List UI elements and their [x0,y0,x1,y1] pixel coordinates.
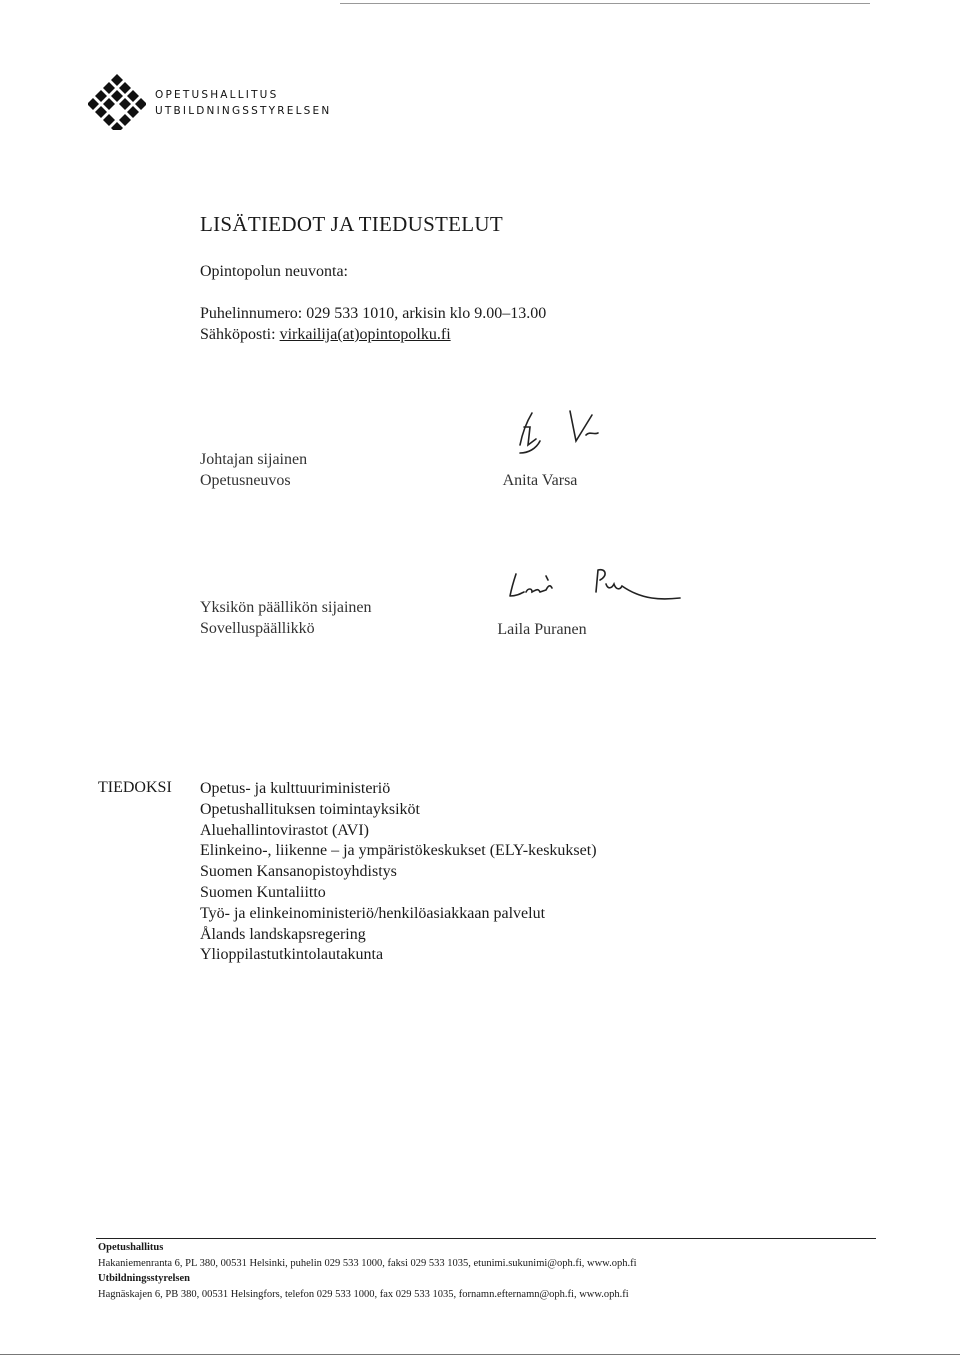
signatory-1-title [200,449,307,491]
footer [98,1240,637,1302]
distribution-label: TIEDOKSI [98,779,172,796]
list-item: Opetushallituksen toimintayksiköt [200,800,420,818]
scan-bottom-line [0,1354,960,1355]
organization-name-sv: UTBILDNINGSSTYRELSEN [155,105,332,117]
signatory-1-role: Johtajan sijainen [200,451,308,468]
diamond-logo-icon [88,72,146,130]
footer-address-fi: Hakaniemenranta 6, PL 380, 00531 Helsinki, puhelin 029 533 1000, faksi 029 533 1035, etunimi.sukunimi@oph.fi, www.oph.fi [98,1257,637,1269]
signatory-1-name: Anita Varsa [502,472,578,489]
list-item: Suomen Kansanopistoyhdistys [200,863,397,881]
contact-label: Opintopolun neuvonta: [200,263,348,280]
list-item: Aluehallintovirastot (AVI) [200,821,370,839]
signatory-2-position: Sovelluspäällikkö [200,620,315,637]
contact-email-line [200,324,451,345]
signatory-2-name: Laila Puranen [497,621,587,638]
signature-anita-varsa [500,405,620,467]
contact-email-link[interactable]: virkailija(at)opintopolku.fi [279,326,451,343]
distribution-list [200,779,597,966]
signatory-2-title [200,597,372,639]
list-item: Opetus- ja kulttuuriministeriö [200,780,391,797]
footer-org-sv: Utbildningsstyrelsen [98,1273,190,1284]
list-item: Työ- ja elinkeinoministeriö/henkilöasiakkaan palvelut [200,904,546,922]
contact-phone: Puhelinnumero: 029 533 1010, arkisin klo 9.00–13.00 [200,305,547,322]
scan-edge-line [340,3,870,4]
list-item: Ylioppilastutkintolautakunta [200,946,384,964]
organization-logo-text [155,87,331,119]
footer-address-sv: Hagnäskajen 6, PB 380, 00531 Helsingfors, telefon 029 533 1000, fax 029 533 1035, fornamn.efternamn@oph.fi, www.oph.fi [98,1288,629,1300]
signatory-1-position: Opetusneuvos [200,472,291,489]
contact-email-label: Sähköposti: [200,326,280,343]
footer-divider [96,1238,876,1239]
signatory-2-role: Yksikön päällikön sijainen [200,599,372,616]
page-title: LISÄTIEDOT JA TIEDUSTELUT [200,212,504,236]
footer-org-fi: Opetushallitus [98,1242,164,1253]
list-item: Elinkeino-, liikenne – ja ympäristökeskukset (ELY-keskukset) [200,842,597,860]
organization-name-fi: OPETUSHALLITUS [155,89,279,101]
list-item: Suomen Kuntaliitto [200,883,326,901]
list-item: Ålands landskapsregering [200,925,366,943]
signature-laila-puranen [502,562,688,612]
